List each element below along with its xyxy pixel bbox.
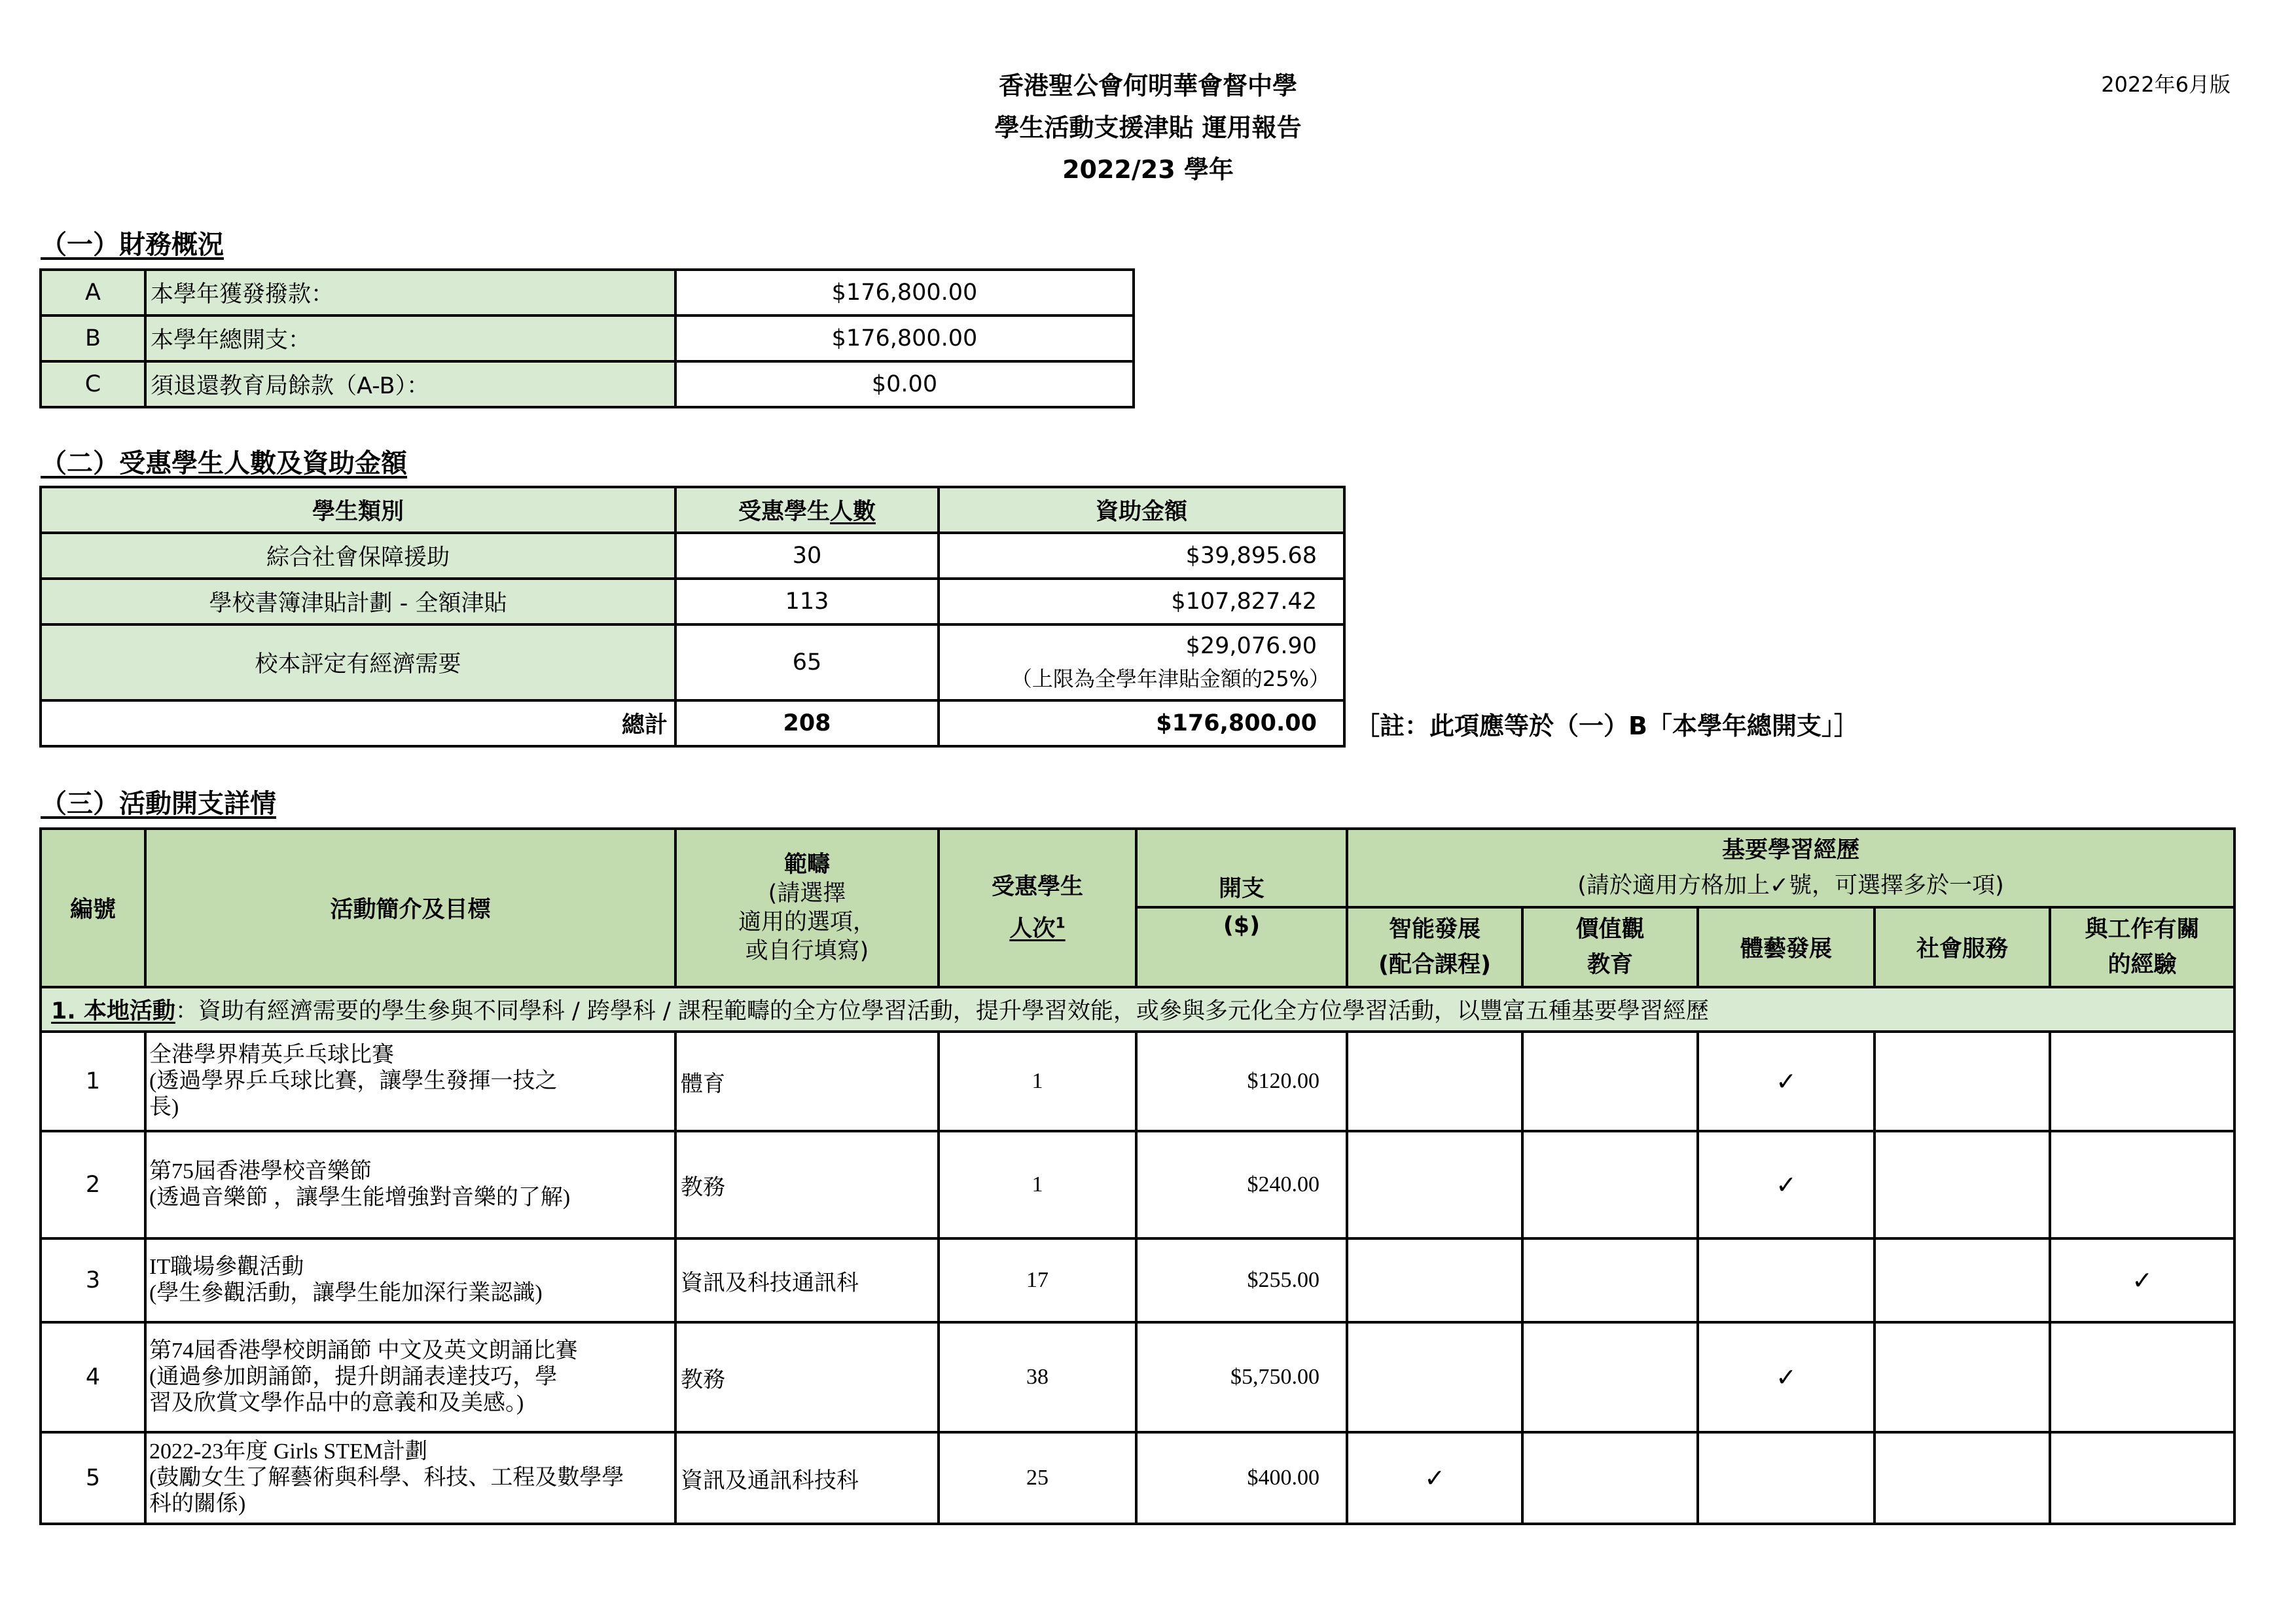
exp-values-header: 價值觀 教育 xyxy=(1522,907,1698,987)
activity-no: 4 xyxy=(41,1322,145,1432)
finance-amount: $176,800.00 xyxy=(675,270,1134,316)
amount-header: 資助金額 xyxy=(939,487,1344,533)
finance-code: C xyxy=(41,361,145,407)
activity-no: 3 xyxy=(41,1238,145,1322)
amount-cell xyxy=(939,624,1344,700)
table-row xyxy=(41,1131,2234,1238)
activity-table xyxy=(39,827,2236,1525)
desc-header: 活動簡介及目標 xyxy=(145,829,675,987)
activity-description: 第75屆香港學校音樂節 (透過音樂節 ，讓學生能增強對音樂的了解) xyxy=(145,1131,675,1238)
table-row xyxy=(41,1032,2234,1131)
finance-amount: $0.00 xyxy=(675,361,1134,407)
beneficiary-table xyxy=(39,486,1346,748)
activity-no: 5 xyxy=(41,1432,145,1524)
exp-intellectual-header: 智能發展 (配合課程) xyxy=(1347,907,1522,987)
count-cell: 65 xyxy=(675,624,939,700)
finance-label: 本學年總開支： xyxy=(145,316,675,361)
tick-work xyxy=(2050,1131,2234,1238)
activity-header-row xyxy=(41,829,2234,907)
school-year: 2022/23 學年 xyxy=(1062,155,1234,184)
amount-cell: $39,895.68 xyxy=(939,533,1344,579)
tick-service xyxy=(1874,1238,2050,1322)
total-label: 總計 xyxy=(41,700,675,746)
tick-intellectual xyxy=(1347,1322,1522,1432)
category-cell: 學校書簿津貼計劃 - 全額津貼 xyxy=(41,579,675,624)
version-label: 2022年6月版 xyxy=(2101,72,2231,97)
activity-count: 1 xyxy=(939,1032,1136,1131)
count-cell: 30 xyxy=(675,533,939,579)
tick-intellectual xyxy=(1347,1238,1522,1322)
activity-count: 25 xyxy=(939,1432,1136,1524)
tick-work: ✓ xyxy=(2050,1238,2234,1322)
activity-scope: 資訊及通訊科技科 xyxy=(675,1432,939,1524)
total-amount: $176,800.00 xyxy=(939,700,1344,746)
tick-arts: ✓ xyxy=(1698,1032,1874,1131)
beneficiary-header: 受惠學生 人次$^1$ xyxy=(939,829,1136,987)
activity-count: 38 xyxy=(939,1322,1136,1432)
total-note: ［註：此項應等於（一）B「本學年總開支」］ xyxy=(1355,712,1859,740)
activity-count: 1 xyxy=(939,1131,1136,1238)
finance-amount: $176,800.00 xyxy=(675,316,1134,361)
table-row xyxy=(41,1322,2234,1432)
count-header: 受惠學生人數 xyxy=(675,487,939,533)
tick-values xyxy=(1522,1432,1698,1524)
tick-arts xyxy=(1698,1432,1874,1524)
activity-scope: 教務 xyxy=(675,1131,939,1238)
amount-limit-note: （上限為全學年津貼金額的25%） xyxy=(1011,666,1330,691)
activity-description: 全港學界精英乒乓球比賽 (透過學界乒乓球比賽，讓學生發揮一技之 長) xyxy=(145,1032,675,1131)
activity-expense: $255.00 xyxy=(1136,1238,1347,1322)
tick-arts: ✓ xyxy=(1698,1322,1874,1432)
category-header: 學生類別 xyxy=(41,487,675,533)
tick-work xyxy=(2050,1032,2234,1131)
section1-title: （一）財務概況 xyxy=(41,230,224,260)
tick-service xyxy=(1874,1131,2050,1238)
beneficiary-header-row xyxy=(41,487,1344,533)
total-count: 208 xyxy=(675,700,939,746)
activity-description: 2022-23年度 Girls STEM計劃 (鼓勵女生了解藝術與科學、科技、工程及數學學 科的關係) xyxy=(145,1432,675,1524)
finance-code: B xyxy=(41,316,145,361)
activity-count: 17 xyxy=(939,1238,1136,1322)
activity-expense: $120.00 xyxy=(1136,1032,1347,1131)
tick-values xyxy=(1522,1238,1698,1322)
activity-description: 第74屆香港學校朗誦節 中文及英文朗誦比賽 (通過參加朗誦節，提升朗誦表達技巧，學 習及欣賞文學作品中的意義和及美感。) xyxy=(145,1322,675,1432)
tick-service xyxy=(1874,1322,2050,1432)
tick-intellectual xyxy=(1347,1032,1522,1131)
table-row xyxy=(41,1238,2234,1322)
count-cell: 113 xyxy=(675,579,939,624)
section3-title: （三）活動開支詳情 xyxy=(41,789,276,819)
table-row xyxy=(41,1432,2234,1524)
tick-work xyxy=(2050,1322,2234,1432)
activity-no: 1 xyxy=(41,1032,145,1131)
activity-expense: $400.00 xyxy=(1136,1432,1347,1524)
tick-service xyxy=(1874,1032,2050,1131)
essential-header: 基要學習經歷 (請於適用方格加上✓號，可選擇多於一項) xyxy=(1347,829,2234,907)
expense-unit-header: ($) xyxy=(1136,907,1347,987)
no-header: 編號 xyxy=(41,829,145,987)
tick-values xyxy=(1522,1131,1698,1238)
finance-table xyxy=(39,268,1135,408)
tick-service xyxy=(1874,1432,2050,1524)
table-row xyxy=(41,624,1344,700)
table-row xyxy=(41,579,1344,624)
activity-no: 2 xyxy=(41,1131,145,1238)
tick-intellectual: ✓ xyxy=(1347,1432,1522,1524)
tick-work xyxy=(2050,1432,2234,1524)
scope-header: 範疇 (請選擇 適用的選項， 或自行填寫) xyxy=(675,829,939,987)
finance-row xyxy=(41,316,1134,361)
amount-cell: $107,827.42 xyxy=(939,579,1344,624)
section2-title: （二）受惠學生人數及資助金額 xyxy=(41,448,407,478)
exp-service-header: 社會服務 xyxy=(1874,907,2050,987)
tick-arts: ✓ xyxy=(1698,1131,1874,1238)
category-cell: 1. 本地活動：資助有經濟需要的學生參與不同學科 / 跨學科 / 課程範疇的全方位學習活動，提升學習效能，或參與多元化全方位學習活動，以豐富五種基要學習經歷 xyxy=(41,987,2234,1032)
category-row xyxy=(41,987,2234,1032)
category-cell: 校本評定有經濟需要 xyxy=(41,624,675,700)
exp-arts-header: 體藝發展 xyxy=(1698,907,1874,987)
activity-scope: 體育 xyxy=(675,1032,939,1131)
tick-values xyxy=(1522,1322,1698,1432)
tick-values xyxy=(1522,1032,1698,1131)
total-row xyxy=(41,700,1344,746)
tick-intellectual xyxy=(1347,1131,1522,1238)
exp-work-header: 與工作有關 的經驗 xyxy=(2050,907,2234,987)
finance-row xyxy=(41,270,1134,316)
finance-label: 須退還教育局餘款（A-B）： xyxy=(145,361,675,407)
category-cell: 綜合社會保障援助 xyxy=(41,533,675,579)
activity-expense: $5,750.00 xyxy=(1136,1322,1347,1432)
school-name: 香港聖公會何明華會督中學 xyxy=(998,71,1297,100)
activity-description: IT職場參觀活動 (學生參觀活動，讓學生能加深行業認識) xyxy=(145,1238,675,1322)
amount-value: $29,076.90 xyxy=(1185,633,1317,659)
finance-code: A xyxy=(41,270,145,316)
table-row xyxy=(41,533,1344,579)
finance-row xyxy=(41,361,1134,407)
activity-scope: 資訊及科技通訊科 xyxy=(675,1238,939,1322)
report-title: 學生活動支援津貼 運用報告 xyxy=(994,113,1302,142)
finance-label: 本學年獲發撥款： xyxy=(145,270,675,316)
tick-arts xyxy=(1698,1238,1874,1322)
activity-expense: $240.00 xyxy=(1136,1131,1347,1238)
activity-scope: 教務 xyxy=(675,1322,939,1432)
expense-header: 開支 xyxy=(1136,829,1347,907)
